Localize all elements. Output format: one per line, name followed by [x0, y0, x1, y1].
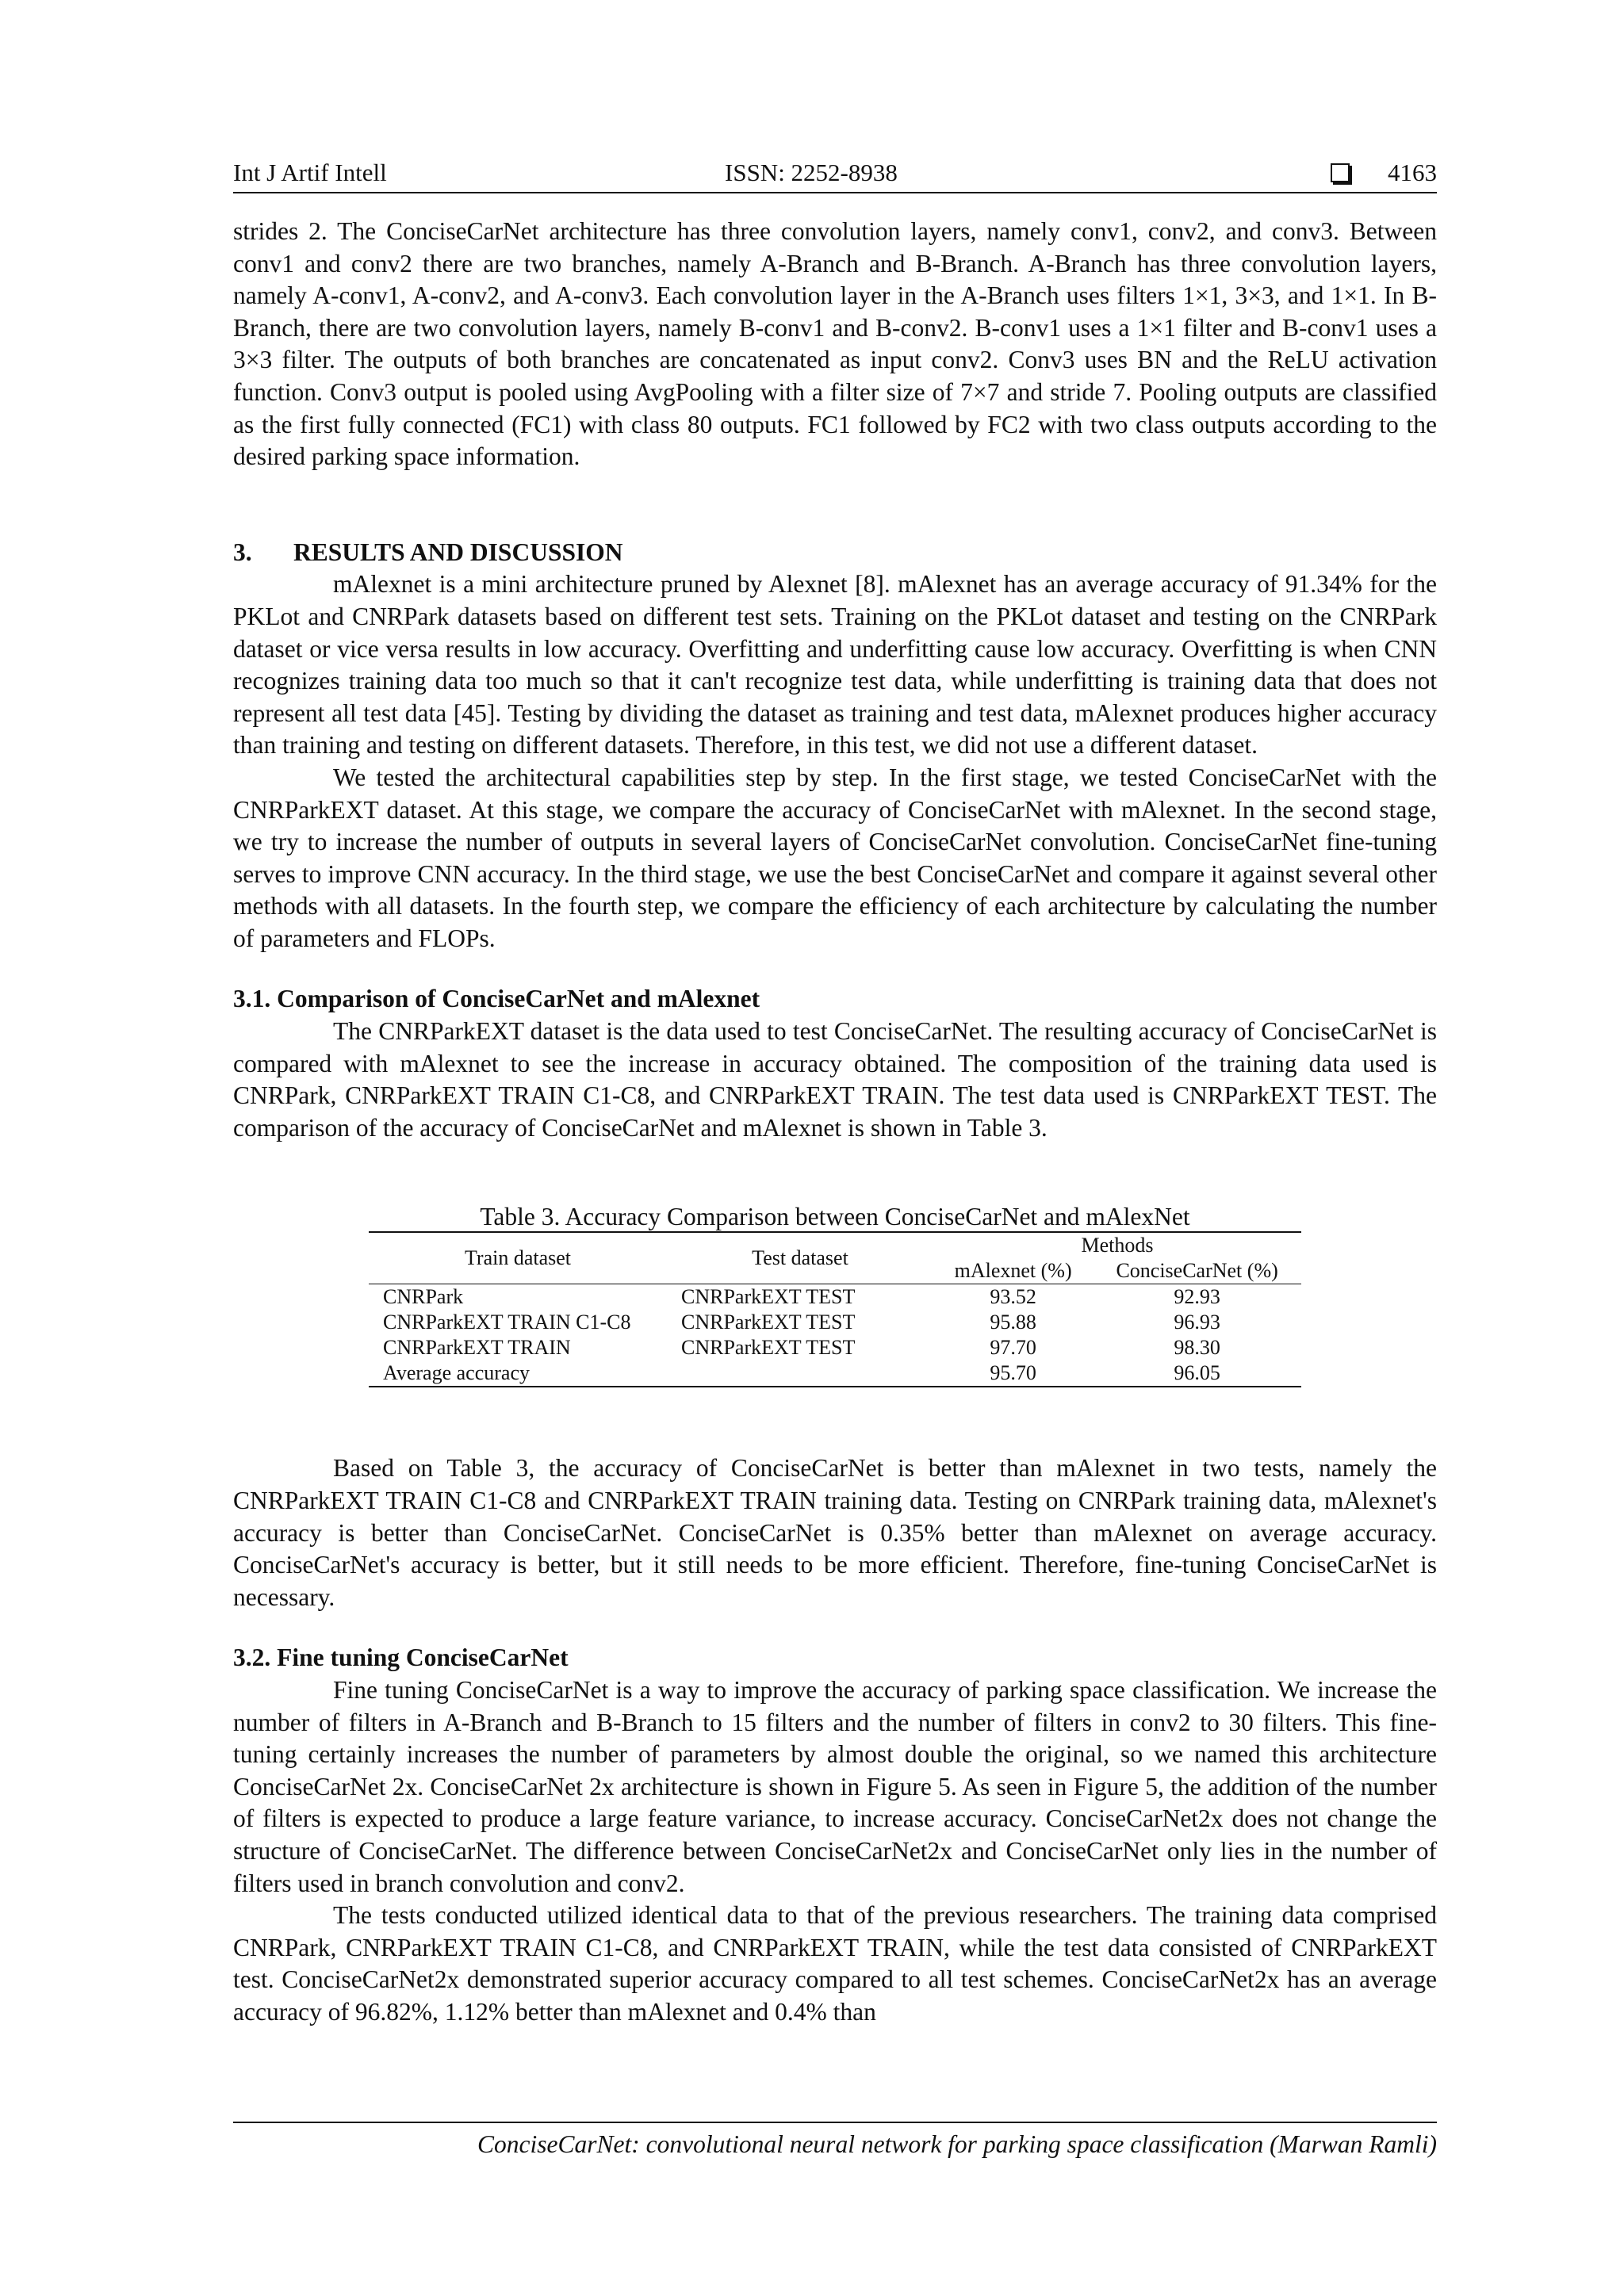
page-number: 4163 — [1388, 159, 1437, 186]
running-header — [233, 154, 1437, 192]
header-rule — [233, 192, 1437, 193]
table-row: CNRParkEXT TRAIN CNRParkEXT TEST 97.70 98.30 — [383, 1336, 1220, 1360]
section-3-heading: 3. RESULTS AND DISCUSSION — [233, 538, 623, 566]
footer-rule — [233, 2122, 1437, 2123]
paragraph-2: mAlexnet is a mini architecture pruned by Alexnet [8]. mAlexnet has an average accuracy of 91.34% for the PKLot and CNRPark datasets based on different test sets. Training on the PKLot dataset and testing on the CNRPark dataset or vice versa results in low accuracy. Overfitting and underfitting cause low accuracy. Overfitting is when CNN recognizes training data too much so that it can't recognize test data, while underfitting is training data that does not represent all test data [45]. Testing by dividing the dataset as training and test data, mAlexnet produces higher accuracy than training and testing on different datasets. Therefore, in this test, we did not use a different dataset. — [233, 570, 1437, 760]
table-row: CNRParkEXT TRAIN C1-C8 CNRParkEXT TEST 95.88 96.93 — [383, 1311, 1220, 1334]
body-text — [233, 216, 1437, 2029]
header-malexnet: mAlexnet (%) — [954, 1259, 1072, 1283]
running-footer: ConciseCarNet: convolutional neural network for parking space classification (Marwan Ramli) — [477, 2130, 1437, 2158]
paragraph-4: The CNRParkEXT dataset is the data used to test ConciseCarNet. The resulting accuracy of ConciseCarNet is compared with mAlexnet to see the increase in accuracy obtained. The composition of the training data used is CNRPark, CNRParkEXT TRAIN C1-C8, and CNRParkEXT TRAIN. The test data used is CNRParkEXT TEST. The comparison of the accuracy of ConciseCarNet and mAlexnet is shown in Table 3. — [233, 1017, 1437, 1142]
subsection-3-1-heading: 3.1. Comparison of ConciseCarNet and mAlexnet — [233, 985, 760, 1013]
table-row: Average accuracy 95.70 96.05 — [369, 1360, 1301, 1387]
paragraph-1: strides 2. The ConciseCarNet architecture has three convolution layers, namely conv1, conv2, and conv3. Between conv1 and conv2 there are two branches, namely A-Branch and B-Branch. A-Branch has three convolution layers, namely A-conv1, A-conv2, and A-conv3. Each convolution layer in the A-Branch uses filters 1×1, 3×3, and 1×1. In B-Branch, there are two convolution layers, namely B-conv1 and B-conv2. B-conv1 uses a 1×1 filter and B-conv1 uses a 3×3 filter. The outputs of both branches are concatenated as input conv2. Conv3 uses BN and the ReLU activation function. Conv3 output is pooled using AvgPooling with a filter size of 7×7 and stride 7. Pooling outputs are classified as the first fully connected (FC1) with class 80 outputs. FC1 followed by FC2 with two class outputs according to the desired parking space information. — [233, 217, 1437, 471]
table-row: CNRPark CNRParkEXT TEST 93.52 92.93 — [383, 1285, 1220, 1309]
paragraph-5: Based on Table 3, the accuracy of ConciseCarNet is better than mAlexnet in two tests, namely the CNRParkEXT TRAIN C1-C8 and CNRParkEXT TRAIN training data. Testing on CNRPark training data, mAlexnet's accuracy is better than ConciseCarNet. ConciseCarNet is 0.35% better than mAlexnet on average accuracy. ConciseCarNet's accuracy is better, but it still needs to be more efficient. Therefore, fine-tuning ConciseCarNet is necessary. — [233, 1454, 1437, 1611]
header-methods: Methods — [1081, 1234, 1154, 1257]
header-train-dataset: Train dataset — [369, 1232, 667, 1284]
header-concisecarnet: ConciseCarNet (%) — [1116, 1259, 1278, 1283]
table-3 — [369, 1203, 1301, 1387]
table-caption: Table 3. Accuracy Comparison between ConciseCarNet and mAlexNet — [480, 1203, 1190, 1231]
accuracy-table — [369, 1231, 1301, 1387]
paragraph-7: The tests conducted utilized identical data to that of the previous researchers. The training data comprised CNRPark, CNRParkEXT TRAIN C1-C8, and CNRParkEXT TRAIN, while the test data consisted of CNRParkEXT test. ConciseCarNet2x demonstrated superior accuracy compared to all test schemes. ConciseCarNet2x has an average accuracy of 96.82%, 1.12% better than mAlexnet and 0.4% than — [233, 1901, 1437, 2026]
subsection-3-2-heading: 3.2. Fine tuning ConciseCarNet — [233, 1644, 569, 1672]
journal-name: Int J Artif Intell — [233, 159, 387, 186]
header-test-dataset: Test dataset — [667, 1232, 933, 1284]
paragraph-3: We tested the architectural capabilities step by step. In the first stage, we tested ConciseCarNet with the CNRParkEXT dataset. At this stage, we compare the accuracy of ConciseCarNet with mAlexnet. In the second stage, we try to increase the number of outputs in several layers of ConciseCarNet convolution. ConciseCarNet fine-tuning serves to improve CNN accuracy. In the third stage, we use the best ConciseCarNet and compare it against several other methods with all datasets. In the fourth step, we compare the efficiency of each architecture by calculating the number of parameters and FLOPs. — [233, 763, 1437, 952]
paragraph-6: Fine tuning ConciseCarNet is a way to improve the accuracy of parking space classification. We increase the number of filters in A-Branch and B-Branch to 15 filters and the number of filters in conv2 to 30 filters. This fine-tuning certainly increases the number of parameters by almost double the original, so we named this architecture ConciseCarNet 2x. ConciseCarNet 2x architecture is shown in Figure 5. As seen in Figure 5, the addition of the number of filters is expected to produce a large feature variance, to increase accuracy. ConciseCarNet2x does not change the structure of ConciseCarNet. The difference between ConciseCarNet2x and ConciseCarNet only lies in the number of filters used in branch convolution and conv2. — [233, 1676, 1437, 1897]
issn: ISSN: 2252-8938 — [725, 159, 898, 186]
square-bullet-icon — [1331, 163, 1350, 182]
